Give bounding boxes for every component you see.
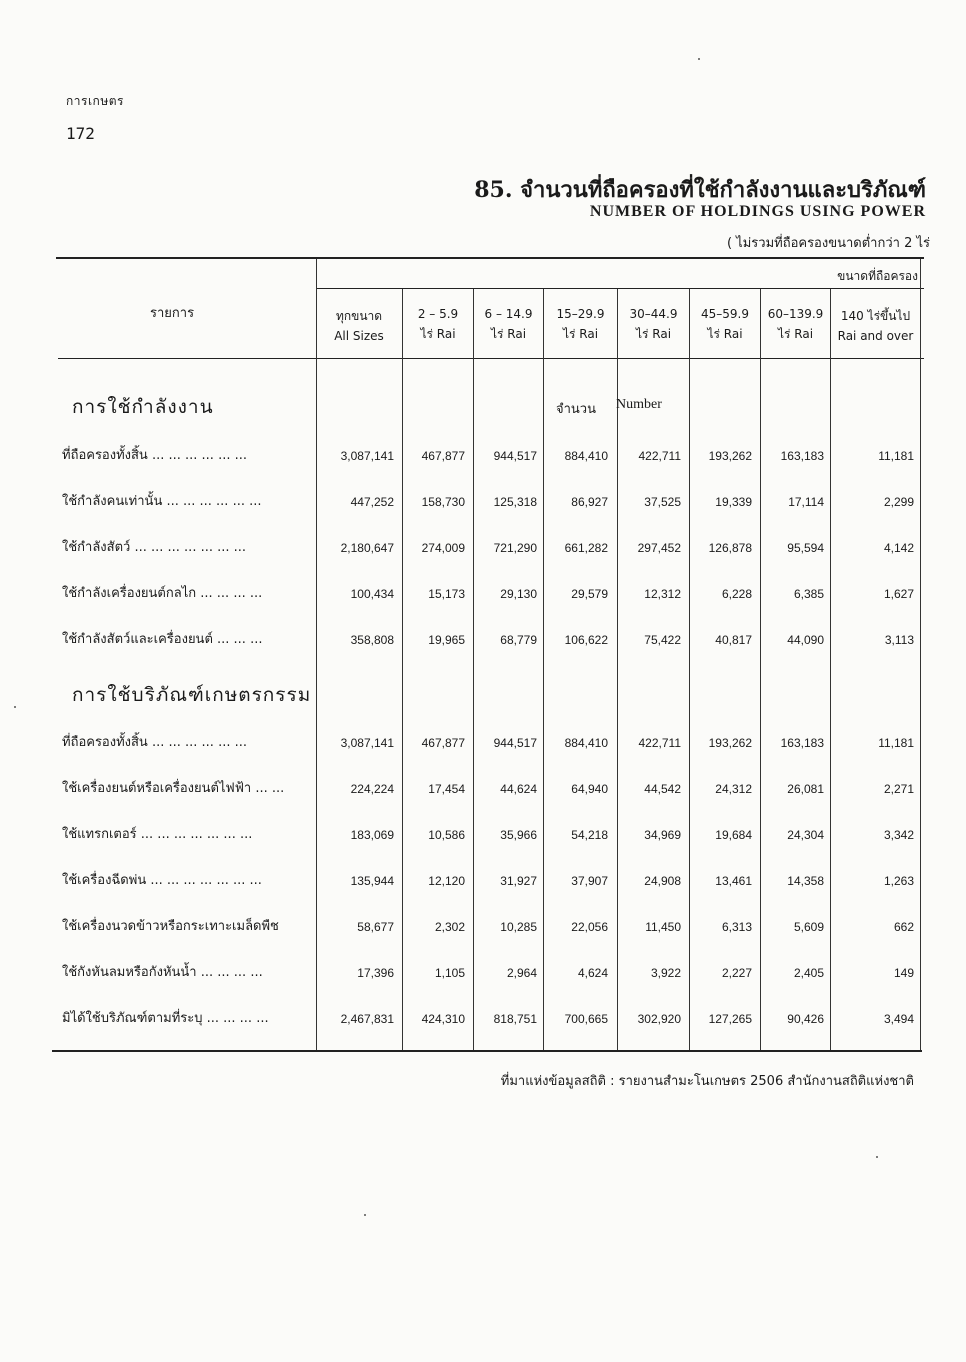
table-cell: 40,817: [715, 633, 752, 647]
table-cell: 29,579: [571, 587, 608, 601]
table-cell: 661,282: [564, 541, 608, 555]
table-cell: 44,624: [500, 782, 537, 796]
table-cell: 1,263: [883, 874, 914, 888]
table-cell: 358,808: [350, 633, 394, 647]
table-cell: 4,142: [883, 541, 914, 555]
table-cell: 302,920: [637, 1012, 681, 1026]
table-cell: 662: [893, 920, 914, 934]
table-cell: 17,114: [788, 495, 824, 509]
header-rule: [58, 358, 924, 359]
table-cell: 31,927: [500, 874, 537, 888]
bottom-rule: [52, 1050, 922, 1052]
table-cell: 95,594: [787, 541, 824, 555]
table-cell: 3,087,141: [340, 736, 394, 750]
section-title-equipment: การใช้บริภัณฑ์เกษตรกรรม: [72, 684, 312, 706]
table-cell: 2,227: [721, 966, 752, 980]
section-title-power: การใช้กำลังงาน: [72, 396, 214, 418]
sizes-caption: ขนาดที่ถือครอง: [837, 269, 918, 283]
table-row: [0, 582, 966, 606]
table-cell: 22,056: [571, 920, 608, 934]
unit-label-thai: จำนวน: [556, 402, 596, 417]
source-note: ที่มาแห่งข้อมูลสถิติ : รายงานสำมะโนเกษตร 2506 สำนักงานสถิติแห่งชาติ: [500, 1074, 914, 1089]
table-cell: 44,090: [787, 633, 824, 647]
row-label: ใช้กำลังคนเท่านั้น ... ... ... ... ... ...: [62, 494, 262, 509]
table-row: [0, 731, 966, 755]
table-cell: 4,624: [577, 966, 608, 980]
table-cell: 35,966: [500, 828, 537, 842]
table-cell: 224,224: [350, 782, 394, 796]
table-cell: 149: [893, 966, 914, 980]
table-cell: 944,517: [493, 736, 537, 750]
row-label: ใช้กำลังเครื่องยนต์กลไก ... ... ... ...: [62, 586, 263, 601]
table-cell: 34,969: [644, 828, 681, 842]
table-cell: 106,622: [564, 633, 608, 647]
table-row: [0, 961, 966, 985]
table-cell: 3,113: [884, 633, 914, 647]
table-cell: 2,467,831: [340, 1012, 394, 1026]
table-cell: 29,130: [500, 587, 537, 601]
table-cell: 158,730: [421, 495, 465, 509]
table-note: ( ไม่รวมที่ถือครองขนาดต่ำกว่า 2 ไร่: [726, 236, 930, 251]
table-cell: 54,218: [571, 828, 608, 842]
column-header-60-139.9: 60–139.9 ไร่ Rai: [767, 307, 824, 341]
table-cell: 75,422: [644, 633, 681, 647]
table-cell: 19,684: [715, 828, 752, 842]
row-label: ที่ถือครองทั้งสิ้น ... ... ... ... ... ...: [62, 735, 247, 750]
table-cell: 37,525: [644, 495, 681, 509]
column-header-2-5.9: 2 – 5.9 ไร่ Rai: [417, 307, 459, 341]
table-cell: 3,087,141: [340, 449, 394, 463]
table-cell: 86,927: [571, 495, 608, 509]
table-cell: 135,944: [350, 874, 394, 888]
table-cell: 17,454: [428, 782, 465, 796]
table-cell: 2,405: [793, 966, 824, 980]
table-row: [0, 823, 966, 847]
table-cell: 11,181: [878, 736, 914, 750]
size-caption-rule: [316, 288, 924, 289]
table-row: [0, 777, 966, 801]
scan-speck: [364, 1214, 366, 1216]
table-cell: 100,434: [350, 587, 394, 601]
running-head: การเกษตร: [66, 94, 124, 108]
scan-speck: [698, 58, 700, 60]
table-cell: 297,452: [637, 541, 681, 555]
table-cell: 467,877: [421, 736, 465, 750]
row-label: ใช้กำลังสัตว์และเครื่องยนต์ ... ... ...: [62, 632, 263, 647]
table-cell: 700,665: [564, 1012, 608, 1026]
table-cell: 6,313: [721, 920, 752, 934]
table-title-thai: 85. จำนวนที่ถือครองที่ใช้กำลังงานและบริภัณฑ์: [474, 177, 926, 203]
row-label: ใช้เครื่องฉีดพ่น ... ... ... ... ... ... ...: [62, 873, 262, 888]
table-cell: 818,751: [493, 1012, 537, 1026]
table-cell: 447,252: [350, 495, 394, 509]
table-row: [0, 536, 966, 560]
table-cell: 14,358: [787, 874, 824, 888]
table-cell: 24,908: [644, 874, 681, 888]
table-title-english: NUMBER OF HOLDINGS USING POWER: [589, 203, 926, 220]
table-cell: 2,299: [883, 495, 914, 509]
table-cell: 944,517: [493, 449, 537, 463]
table-row: [0, 915, 966, 939]
row-label: มิได้ใช้บริภัณฑ์ตามที่ระบุ ... ... ... ...: [62, 1011, 269, 1026]
table-cell: 17,396: [357, 966, 394, 980]
unit-label-english: Number: [616, 397, 662, 412]
column-header-15-29.9: 15–29.9 ไร่ Rai: [556, 307, 605, 341]
table-cell: 274,009: [421, 541, 465, 555]
table-cell: 12,312: [644, 587, 681, 601]
table-cell: 884,410: [564, 449, 608, 463]
table-row: [0, 628, 966, 652]
table-cell: 3,494: [883, 1012, 914, 1026]
table-cell: 2,180,647: [340, 541, 394, 555]
column-header-all-sizes: ทุกขนาด All Sizes: [334, 309, 384, 343]
table-row: [0, 1007, 966, 1031]
table-cell: 127,265: [708, 1012, 752, 1026]
table-cell: 467,877: [421, 449, 465, 463]
table-cell: 193,262: [708, 736, 752, 750]
table-cell: 37,907: [571, 874, 608, 888]
table-cell: 1,105: [434, 966, 465, 980]
table-cell: 183,069: [350, 828, 394, 842]
table-cell: 2,271: [883, 782, 914, 796]
table-cell: 15,173: [428, 587, 465, 601]
table-cell: 163,183: [780, 449, 824, 463]
table-cell: 68,779: [500, 633, 537, 647]
table-cell: 19,965: [428, 633, 465, 647]
table-cell: 424,310: [421, 1012, 465, 1026]
table-cell: 422,711: [638, 449, 681, 463]
table-cell: 13,461: [715, 874, 752, 888]
row-label: ใช้แทรกเตอร์ ... ... ... ... ... ... ...: [62, 827, 253, 842]
table-cell: 58,677: [357, 920, 394, 934]
table-cell: 2,964: [506, 966, 537, 980]
table-cell: 26,081: [787, 782, 824, 796]
row-label: ที่ถือครองทั้งสิ้น ... ... ... ... ... ...: [62, 448, 247, 463]
table-cell: 24,312: [715, 782, 752, 796]
table-cell: 11,181: [878, 449, 914, 463]
table-cell: 10,285: [500, 920, 537, 934]
table-cell: 126,878: [708, 541, 752, 555]
scan-speck: [876, 1156, 878, 1158]
column-header-45-59.9: 45–59.9 ไร่ Rai: [701, 307, 749, 341]
table-row: [0, 869, 966, 893]
table-cell: 10,586: [428, 828, 465, 842]
table-cell: 11,450: [645, 920, 681, 934]
table-cell: 721,290: [493, 541, 537, 555]
table-cell: 193,262: [708, 449, 752, 463]
row-label: ใช้กำลังสัตว์ ... ... ... ... ... ... ...: [62, 540, 247, 555]
table-cell: 5,609: [793, 920, 824, 934]
table-cell: 24,304: [787, 828, 824, 842]
table-cell: 125,318: [493, 495, 537, 509]
row-label: ใช้เครื่องนวดข้าวหรือกระเทาะเมล็ดพืช: [62, 919, 279, 934]
table-row: [0, 444, 966, 468]
table-cell: 6,385: [793, 587, 824, 601]
top-rule: [56, 257, 924, 259]
table-cell: 422,711: [638, 736, 681, 750]
table-cell: 2,302: [434, 920, 465, 934]
table-cell: 3,922: [650, 966, 681, 980]
table-cell: 1,627: [883, 587, 914, 601]
table-cell: 64,940: [571, 782, 608, 796]
table-row: [0, 490, 966, 514]
scan-speck: [14, 706, 16, 708]
column-header-30-44.9: 30–44.9 ไร่ Rai: [629, 307, 678, 341]
table-cell: 884,410: [564, 736, 608, 750]
column-header-140-plus: 140 ไร่ขึ้นไป Rai and over: [837, 309, 914, 343]
column-header-6-14.9: 6 – 14.9 ไร่ Rai: [484, 307, 533, 341]
table-cell: 6,228: [721, 587, 752, 601]
table-cell: 12,120: [428, 874, 465, 888]
table-cell: 163,183: [780, 736, 824, 750]
row-label: ใช้เครื่องยนต์หรือเครื่องยนต์ไฟฟ้า ... ...: [62, 781, 285, 796]
table-cell: 3,342: [883, 828, 914, 842]
row-label: ใช้กังหันลมหรือกังหันน้ำ ... ... ... ...: [62, 965, 263, 980]
page-number: 172: [66, 124, 95, 143]
table-cell: 19,339: [715, 495, 752, 509]
table-cell: 44,542: [644, 782, 681, 796]
table-cell: 90,426: [787, 1012, 824, 1026]
item-column-header: รายการ: [150, 306, 195, 321]
